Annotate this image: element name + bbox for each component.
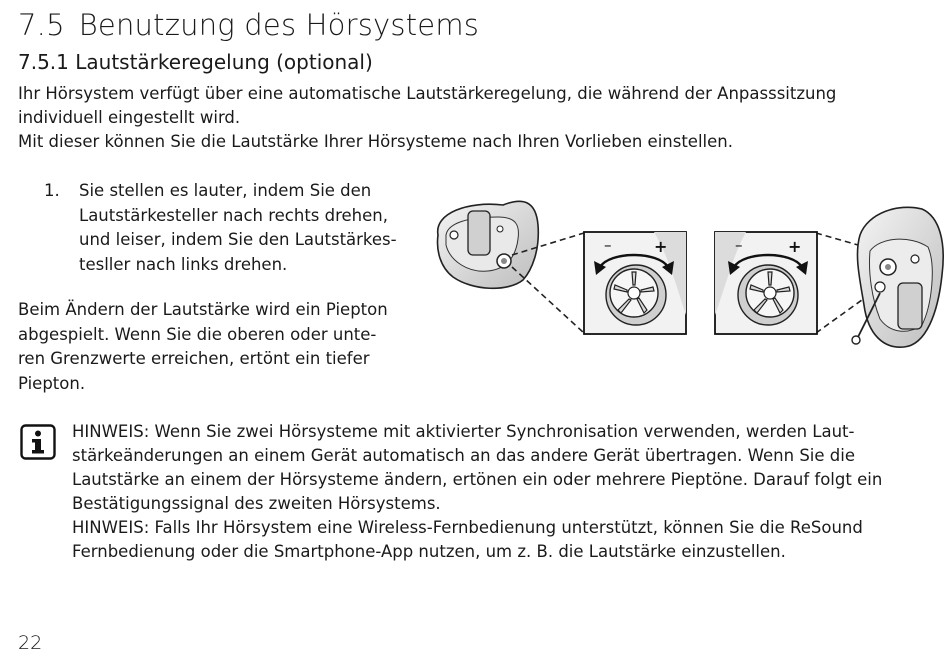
- section-title: Benutzung des Hörsystems: [78, 8, 480, 42]
- step-line: tesller nach links drehen.: [79, 254, 288, 274]
- note-line: Fernbedienung oder die Smartphone-App nutzen, um z. B. die Lautstärke einzustellen.: [72, 542, 786, 561]
- step-line: und leiser, indem Sie den Lautstärkes-: [79, 230, 397, 249]
- note-line: [72, 516, 882, 540]
- step-text: [79, 179, 397, 277]
- note-line: Bestätigungssignal des zweiten Hörsystems.: [72, 494, 441, 513]
- minus-label-right: –: [735, 236, 743, 254]
- note-text: : Wenn Sie zwei Hörsysteme mit aktivierter Synchronisation verwenden, werden Laut-: [143, 422, 855, 441]
- volume-control-illustration: [428, 195, 948, 355]
- plus-label-right: +: [788, 237, 802, 256]
- intro-paragraph: [18, 82, 836, 154]
- page-number: 22: [18, 632, 43, 654]
- beep-paragraph: [18, 298, 388, 396]
- volume-wheel-panel-left: [584, 232, 686, 334]
- section-number: 7.5: [18, 8, 65, 42]
- step-line: Lautstärkesteller nach rechts drehen,: [79, 205, 388, 225]
- volume-wheel-panel-right: [715, 232, 817, 334]
- section-heading: [18, 8, 479, 42]
- step-line: Sie stellen es lauter, indem Sie den: [79, 181, 372, 200]
- intro-line: Ihr Hörsystem verfügt über eine automatische Lautstärkeregelung, die während der Anpasssitzung: [18, 84, 837, 103]
- notes-block: [72, 420, 882, 564]
- note-line: stärkeänderungen an einem Gerät automatisch an das andere Gerät übertragen. Wenn Sie die: [72, 446, 855, 465]
- beep-line: Beim Ändern der Lautstärke wird ein Piepton: [18, 300, 388, 319]
- step-number: 1.: [44, 181, 60, 200]
- right-hearing-aid-icon: [852, 207, 943, 347]
- note-label: HINWEIS: [72, 422, 144, 441]
- beep-line: abgespielt. Wenn Sie die oberen oder unte-: [18, 324, 377, 344]
- note-text: : Falls Ihr Hörsystem eine Wireless-Fernbedienung unterstützt, können Sie die ReSound: [143, 518, 863, 537]
- note-line: [72, 420, 882, 444]
- left-hearing-aid-icon: [438, 201, 539, 288]
- intro-line: Mit dieser können Sie die Lautstärke Ihrer Hörsysteme nach Ihren Vorlieben einstellen.: [18, 132, 733, 151]
- beep-line: Piepton.: [18, 373, 86, 393]
- beep-line: ren Grenzwerte erreichen, ertönt ein tiefer: [18, 349, 370, 368]
- note-line: Lautstärke an einem der Hörsysteme ändern, ertönen ein oder mehrere Pieptöne. Darauf folgt ein: [72, 470, 883, 489]
- minus-label-left: –: [604, 236, 612, 254]
- info-icon: [20, 424, 56, 460]
- note-label: HINWEIS: [72, 518, 144, 537]
- intro-line: individuell eingestellt wird.: [18, 108, 241, 127]
- subsection-heading: 7.5.1 Lautstärkeregelung (optional): [18, 50, 373, 74]
- plus-label-left: +: [654, 237, 668, 256]
